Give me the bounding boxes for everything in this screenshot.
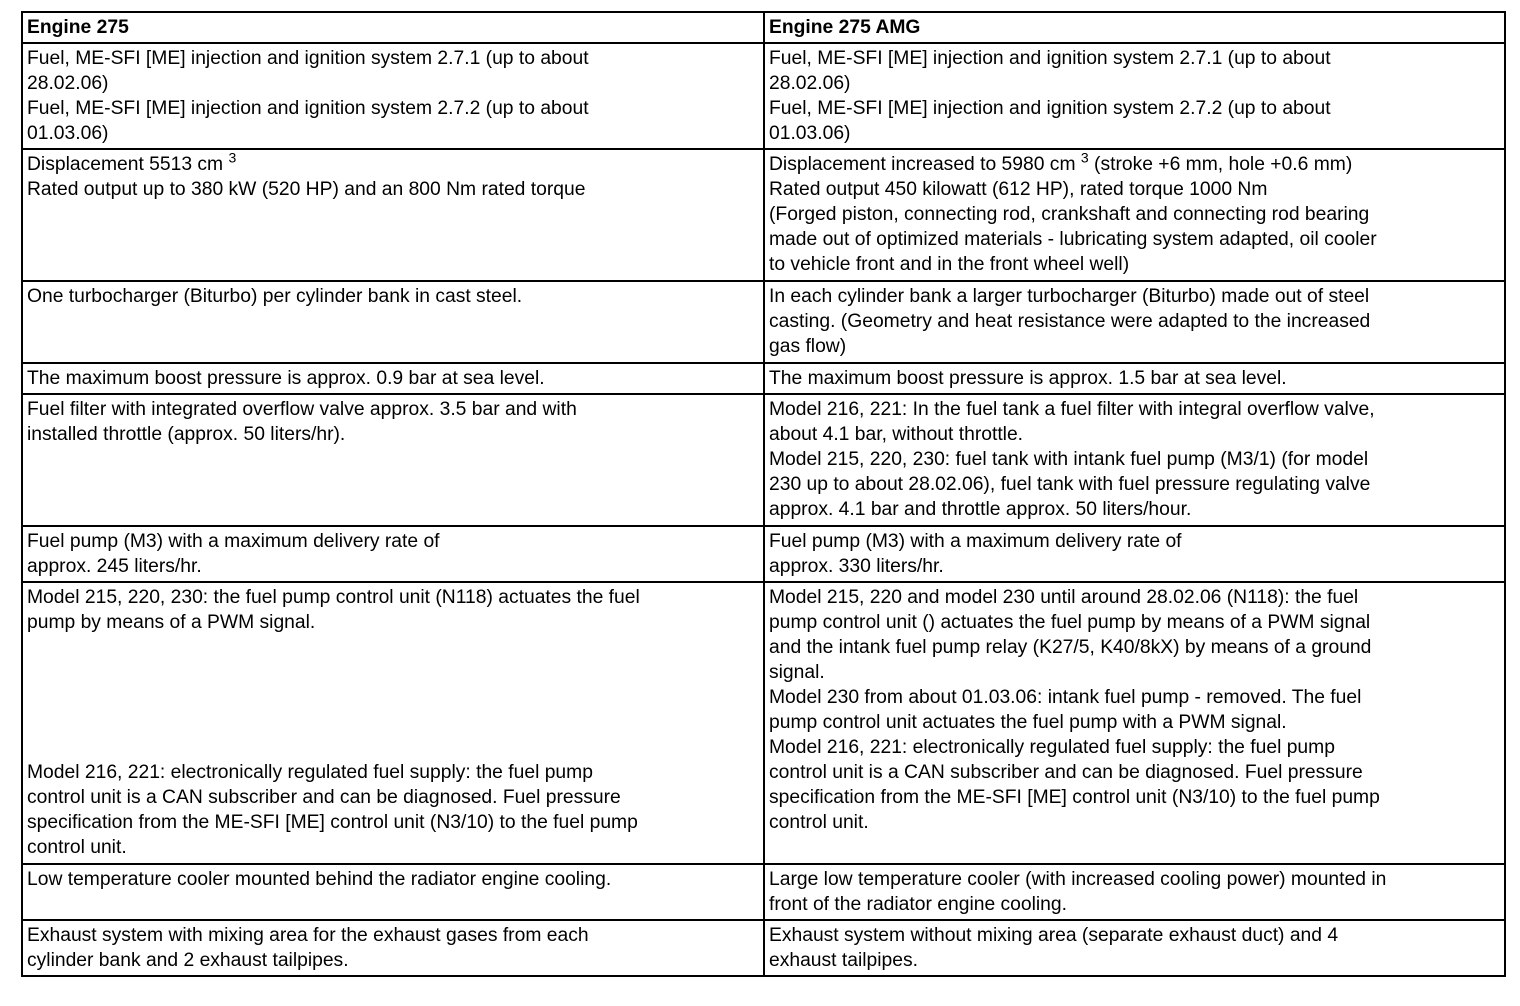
cell-engine-275-amg (764, 149, 1505, 281)
cell-engine-275-amg: Exhaust system without mixing area (separate exhaust duct) and 4 exhaust tailpipes. (764, 920, 1505, 976)
cell-engine-275: Fuel pump (M3) with a maximum delivery rate of approx. 245 liters/hr. (22, 526, 764, 582)
cell-engine-275: Exhaust system with mixing area for the exhaust gases from each cylinder bank and 2 exhaust tailpipes. (22, 920, 764, 976)
cell-engine-275-amg: Large low temperature cooler (with increased cooling power) mounted in front of the radiator engine cooling. (764, 864, 1505, 920)
table-row (22, 149, 1505, 281)
table-row (22, 920, 1505, 976)
cell-engine-275: The maximum boost pressure is approx. 0.9 bar at sea level. (22, 363, 764, 394)
table-row (22, 526, 1505, 582)
cell-engine-275-amg: Model 215, 220 and model 230 until around 28.02.06 (N118): the fuel pump control unit () actuates the fuel pump by means of a PWM signal and the intank fuel pump relay (K27/5, K40/8kX) by means of a ground signal. Model 230 from about 01.03.06: intank fuel pump - removed. The fuel pump control unit actuates the fuel pump with a PWM signal. Model 216, 221: electronically regulated fuel supply: the fuel pump control unit is a CAN subscriber and can be diagnosed. Fuel pressure specification from the ME-SFI [ME] control unit (N3/10) to the fuel pump control unit. (764, 582, 1505, 864)
table-row (22, 363, 1505, 394)
cell-text: Displacement increased to 5980 cm (769, 154, 1081, 175)
cell-engine-275 (22, 582, 764, 864)
cell-text: Displacement 5513 cm (27, 154, 229, 175)
cell-engine-275-amg: Fuel pump (M3) with a maximum delivery rate of approx. 330 liters/hr. (764, 526, 1505, 582)
cell-text: Model 215, 220, 230: the fuel pump control unit (N118) actuates the fuel pump by means of a PWM signal. (27, 587, 640, 633)
cell-text: Rated output up to 380 kW (520 HP) and an 800 Nm rated torque (27, 179, 586, 200)
cell-engine-275-amg: Fuel, ME-SFI [ME] injection and ignition system 2.7.1 (up to about 28.02.06) Fuel, ME-SFI [ME] injection and ignition system 2.7.2 (up to about 01.03.06) (764, 43, 1505, 149)
header-row (22, 12, 1505, 43)
cell-text: Model 216, 221: electronically regulated fuel supply: the fuel pump control unit is a CAN subscriber and can be diagnosed. Fuel pressure specification from the ME-SFI [ME] control unit (N3/10) to the fuel pump control unit. (27, 762, 638, 858)
table-row (22, 394, 1505, 526)
cell-engine-275: Low temperature cooler mounted behind the radiator engine cooling. (22, 864, 764, 920)
superscript: 3 (1080, 149, 1089, 166)
cell-text: (stroke +6 mm, hole +0.6 mm) Rated output 450 kilowatt (612 HP), rated torque 1000 Nm (Forged piston, connecting rod, crankshaft and connecting rod bearing made out of optimized materials - lubricating system adapted, oil cooler to vehicle front and in the front wheel well) (769, 154, 1377, 275)
cell-engine-275 (22, 149, 764, 281)
header-engine-275-amg: Engine 275 AMG (764, 12, 1505, 43)
cell-engine-275-amg: In each cylinder bank a larger turbocharger (Biturbo) made out of steel casting. (Geometry and heat resistance were adapted to the increased gas flow) (764, 281, 1505, 363)
table-row (22, 582, 1505, 864)
cell-engine-275: Fuel filter with integrated overflow valve approx. 3.5 bar and with installed throttle (approx. 50 liters/hr). (22, 394, 764, 526)
cell-engine-275: Fuel, ME-SFI [ME] injection and ignition system 2.7.1 (up to about 28.02.06) Fuel, ME-SFI [ME] injection and ignition system 2.7.2 (up to about 01.03.06) (22, 43, 764, 149)
table-row (22, 864, 1505, 920)
header-engine-275: Engine 275 (22, 12, 764, 43)
cell-engine-275-amg: The maximum boost pressure is approx. 1.5 bar at sea level. (764, 363, 1505, 394)
table-row (22, 43, 1505, 149)
table-row (22, 281, 1505, 363)
cell-engine-275: One turbocharger (Biturbo) per cylinder bank in cast steel. (22, 281, 764, 363)
engine-comparison-table (21, 11, 1506, 977)
superscript: 3 (228, 149, 237, 166)
cell-engine-275-amg: Model 216, 221: In the fuel tank a fuel filter with integral overflow valve, about 4.1 bar, without throttle. Model 215, 220, 230: fuel tank with intank fuel pump (M3/1) (for model 230 up to about 28.02.06), fuel tank with fuel pressure regulating valve approx. 4.1 bar and throttle approx. 50 liters/hour. (764, 394, 1505, 526)
